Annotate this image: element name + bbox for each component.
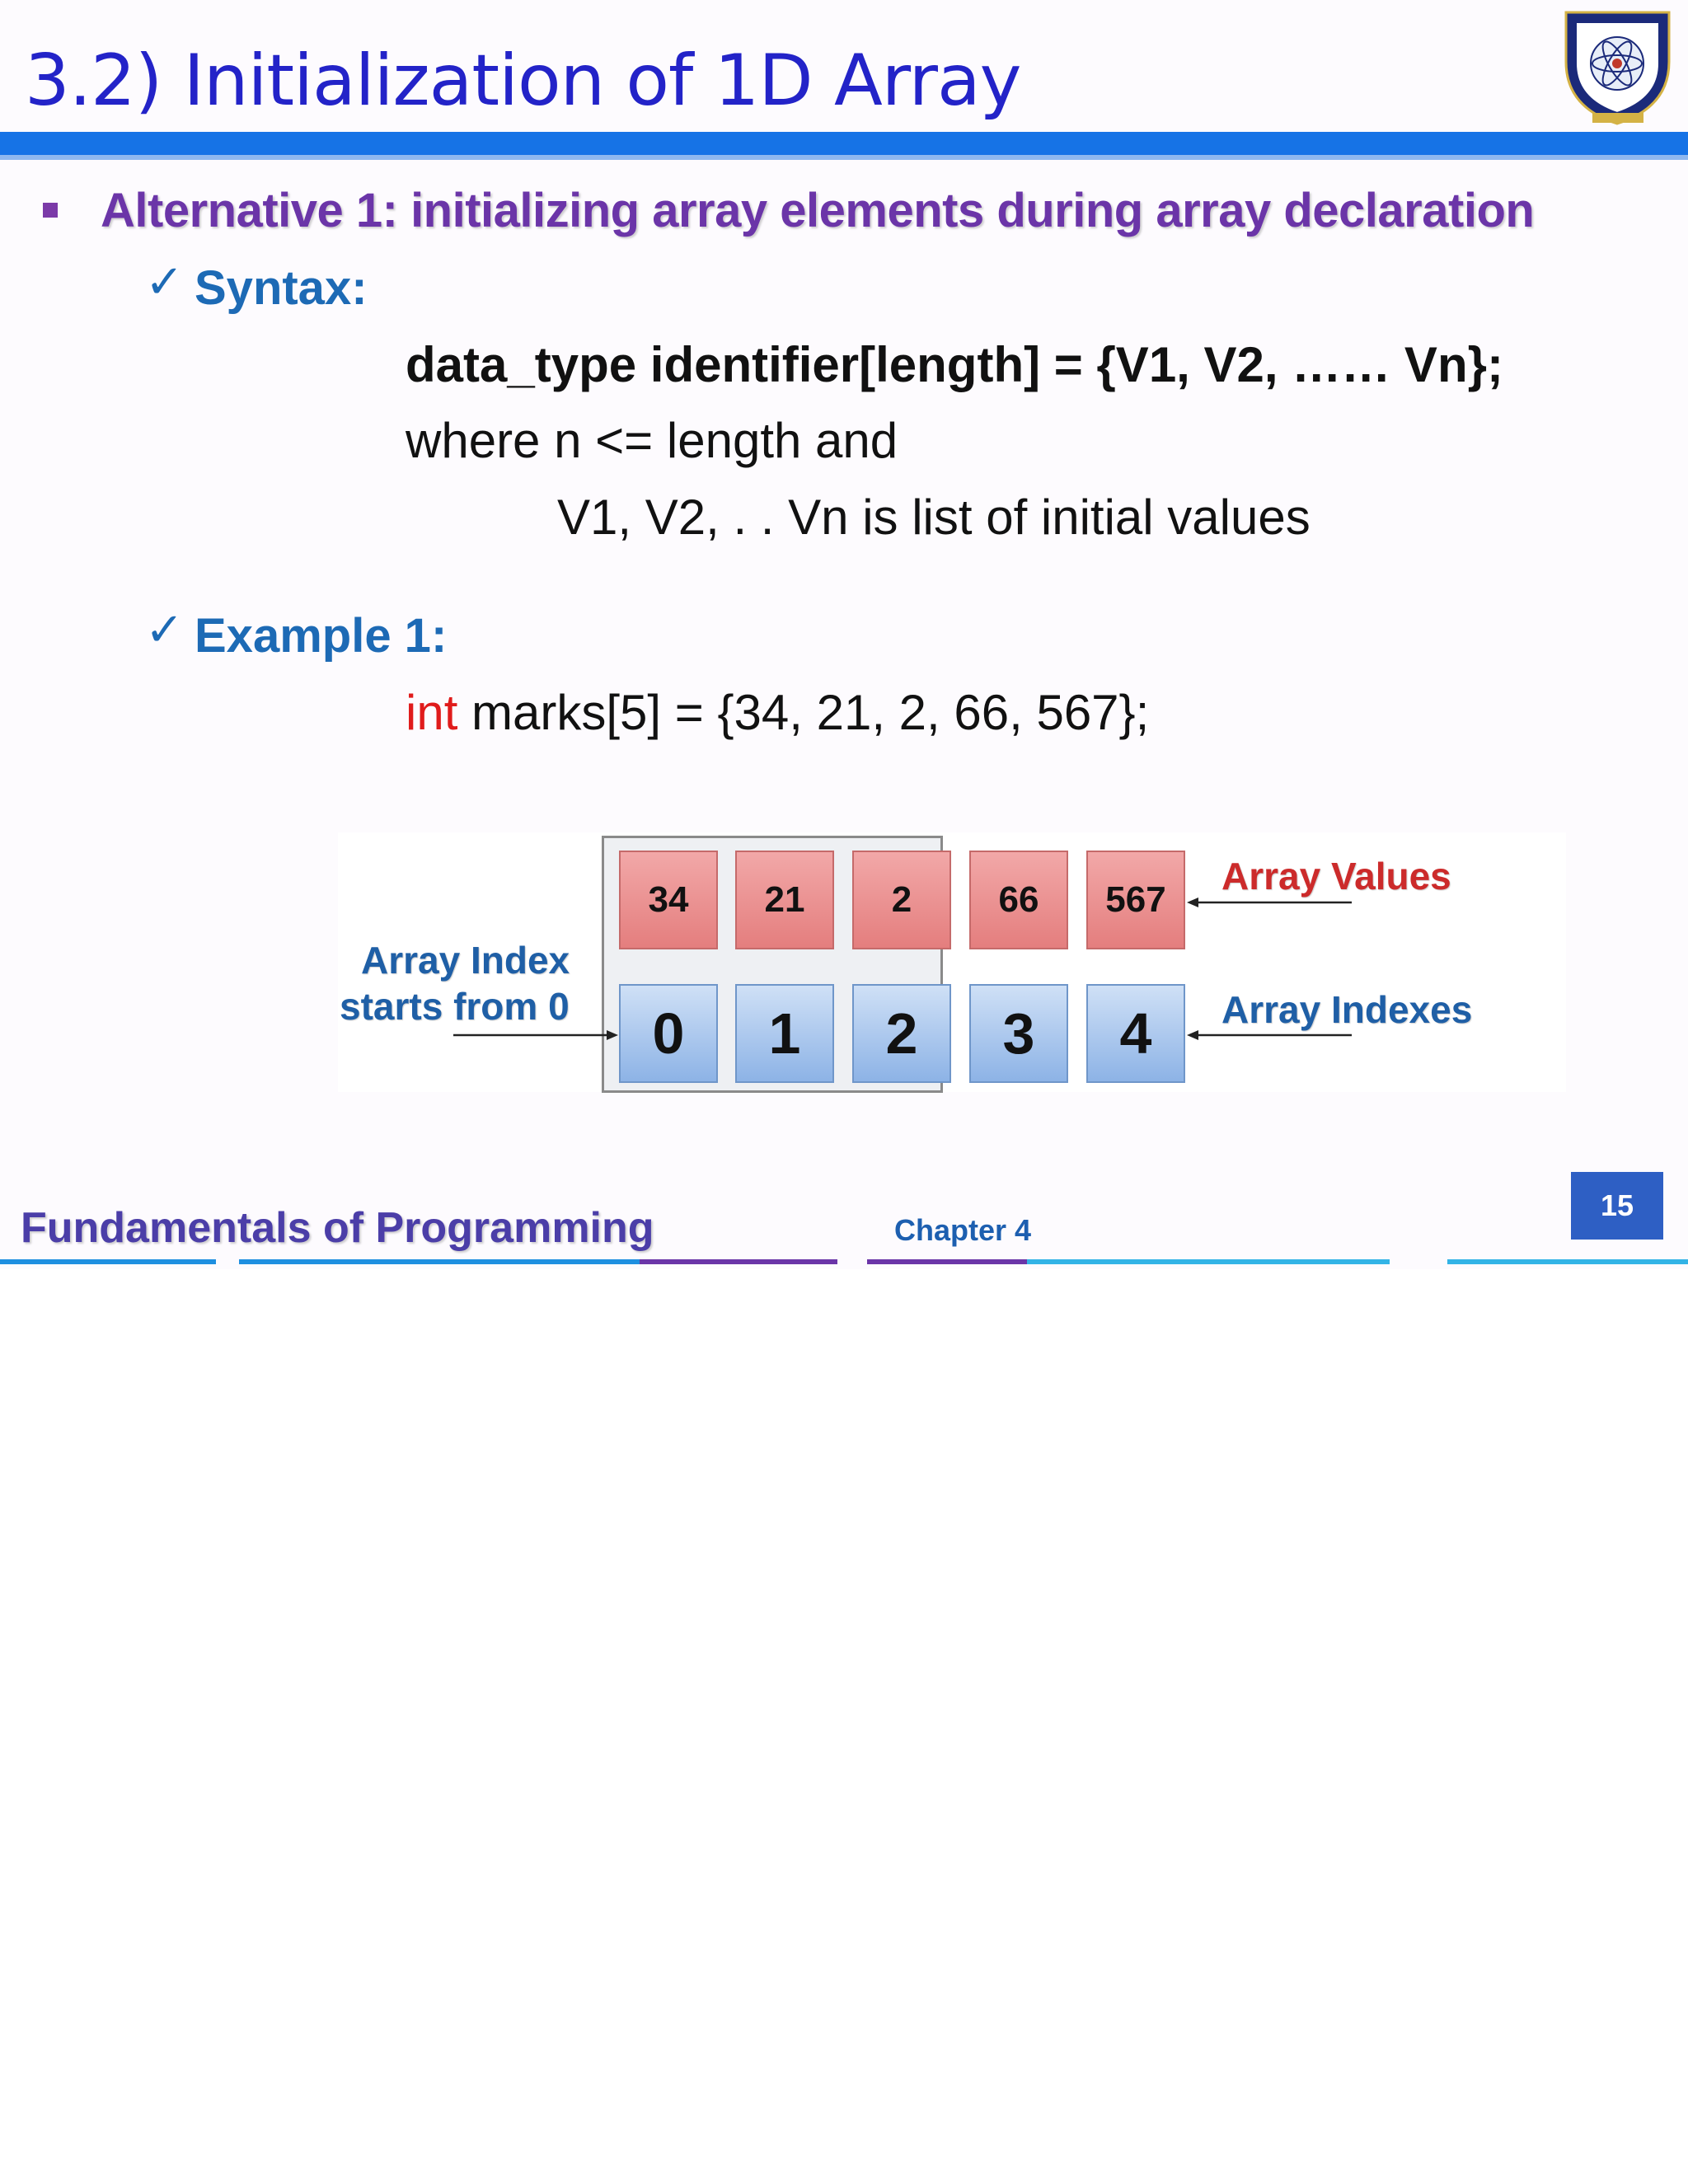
array-value-cell: 2 [852, 851, 951, 949]
slide-title: 3.2) Initialization of 1D Array [25, 40, 1021, 122]
array-value-cell: 66 [969, 851, 1068, 949]
syntax-heading: Syntax: [195, 261, 368, 315]
arrow-values-head-icon [1187, 898, 1198, 907]
array-index-cell: 2 [852, 984, 951, 1083]
arrow-indexes-head-icon [1187, 1030, 1198, 1040]
page-number-badge: 15 [1571, 1172, 1663, 1240]
bullet-alternative-1: Alternative 1: initializing array elements during array declaration [101, 184, 1535, 237]
label-array-values: Array Values [1221, 855, 1451, 898]
label-index-start-1: Array Index [361, 939, 570, 982]
syntax-line: data_type identifier[length] = {V1, V2, …… Vn}; [406, 337, 1503, 392]
syntax-values-line: V1, V2, . . Vn is list of initial values [557, 490, 1311, 545]
checkmark-icon: ✓ [145, 255, 184, 309]
footer-rule [1027, 1259, 1390, 1264]
university-logo-icon [1558, 4, 1677, 128]
footer-rule [239, 1259, 640, 1264]
array-index-cell: 4 [1086, 984, 1185, 1083]
label-array-indexes: Array Indexes [1221, 988, 1473, 1031]
checkmark-icon: ✓ [145, 603, 184, 657]
example-code-line [406, 684, 1149, 741]
footer-rule [640, 1259, 837, 1264]
array-index-cell: 3 [969, 984, 1068, 1083]
array-index-cell: 0 [619, 984, 718, 1083]
label-index-start-2: starts from 0 [340, 985, 570, 1028]
footer-rule [0, 1259, 216, 1264]
example-code: marks[5] = {34, 21, 2, 66, 567}; [457, 685, 1150, 740]
title-bar [0, 132, 1688, 155]
footer-rule [867, 1259, 1027, 1264]
array-diagram [338, 832, 1566, 1092]
square-bullet-icon [43, 203, 58, 218]
arrow-start-head-icon [607, 1030, 618, 1040]
example-heading: Example 1: [195, 609, 448, 663]
array-value-cell: 34 [619, 851, 718, 949]
footer-rule [1447, 1259, 1688, 1264]
keyword-int: int [406, 685, 458, 740]
title-bar-underline [0, 155, 1688, 160]
footer-course-title: Fundamentals of Programming [21, 1204, 654, 1252]
footer-chapter: Chapter 4 [894, 1213, 1032, 1247]
array-value-cell: 21 [735, 851, 834, 949]
array-index-cell: 1 [735, 984, 834, 1083]
syntax-where-line: where n <= length and [406, 413, 898, 468]
array-value-cell: 567 [1086, 851, 1185, 949]
